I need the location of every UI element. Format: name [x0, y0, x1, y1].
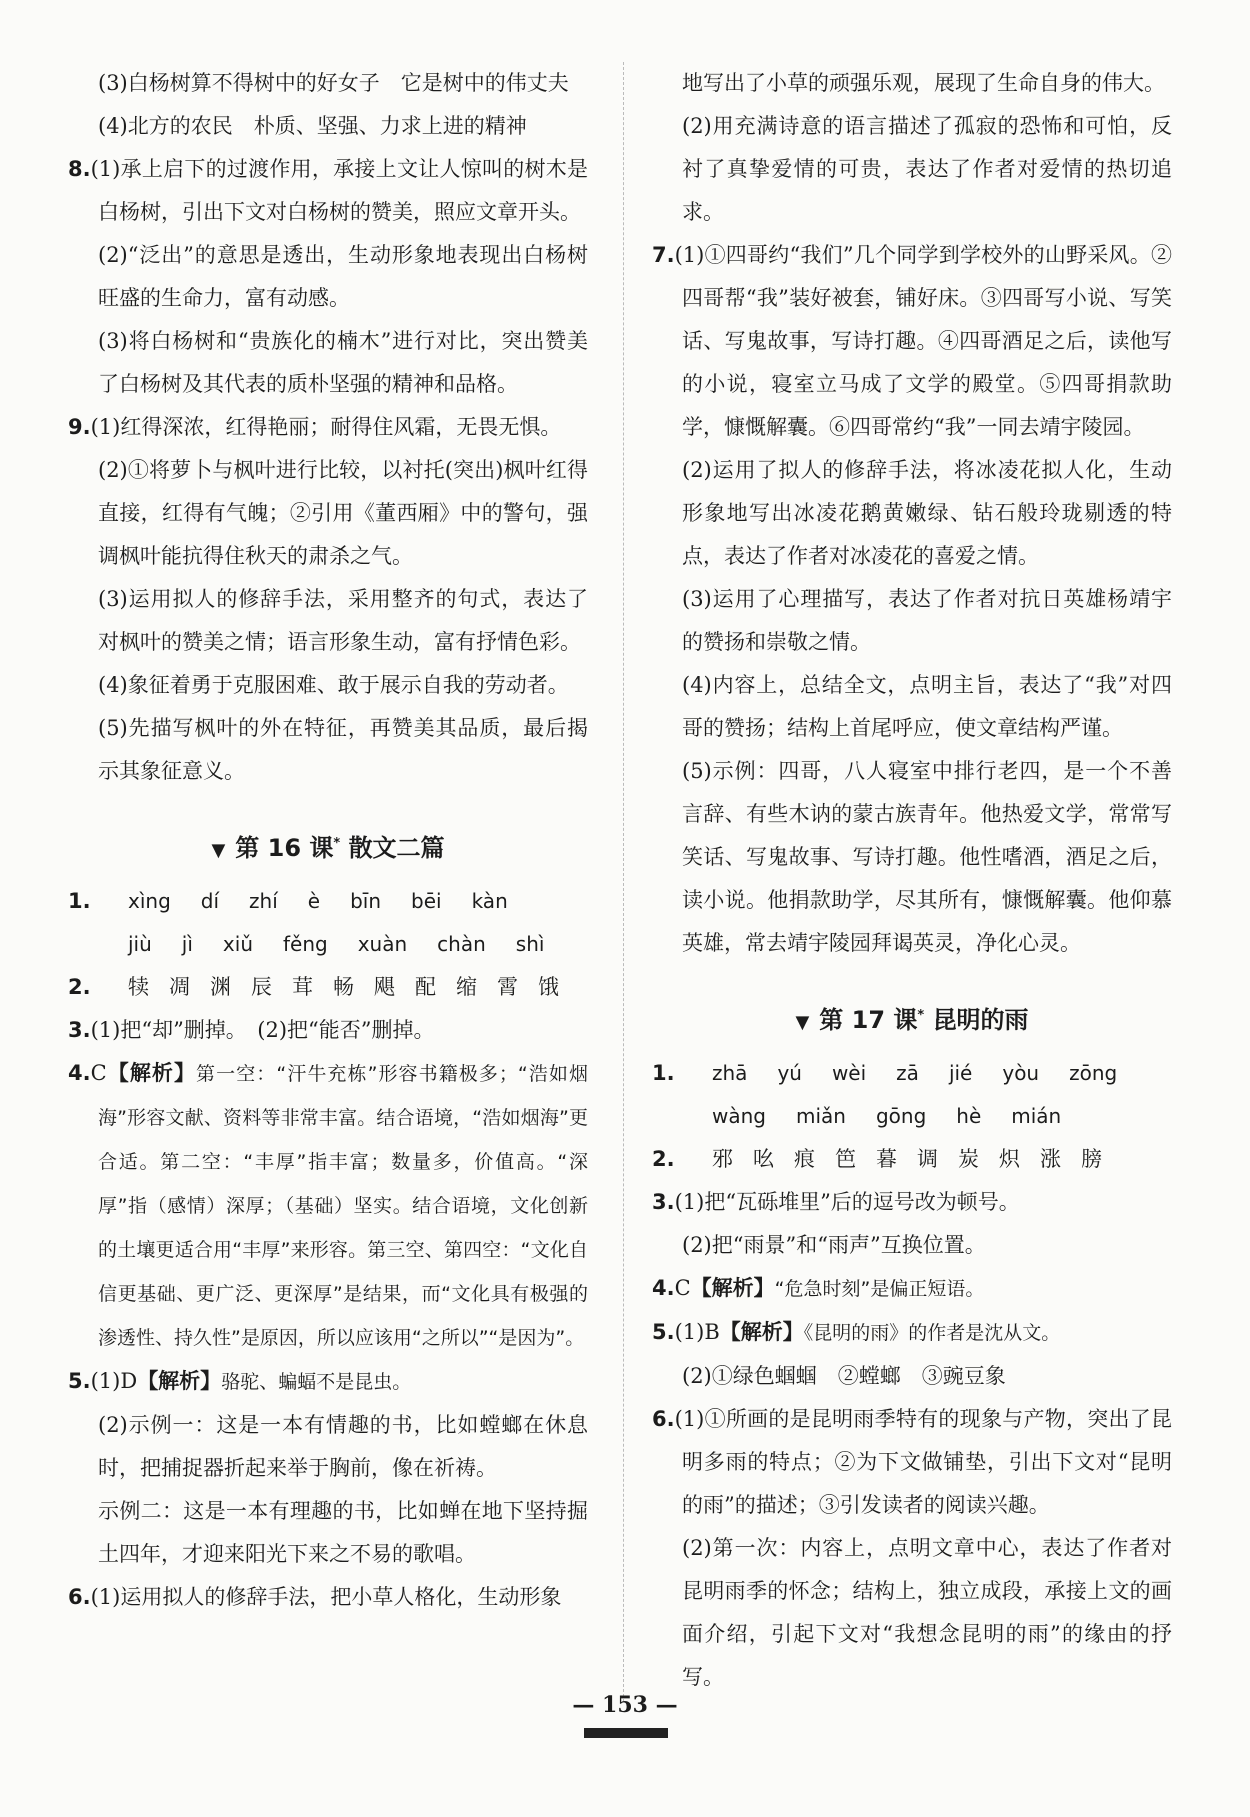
- answer-choice: C: [674, 1276, 691, 1300]
- analysis-text: 第一空：“汗牛充栋”形容书籍极多；“浩如烟海”形容文献、资料等非常丰富。结合语境，“浩如烟海”更合适。第二空：“丰厚”指丰富；数量多，价值高。“深厚”指（感情）深厚；（基础）坚实。结合语境，文化创新的土壤更适合用“丰厚”来形容。第三空、第四空：“文化自信更基础、更广泛、更深厚”是结果，而“文化具有极强的渗透性、持久性”是原因，所以应该用“之所以”“是因为”。: [98, 1063, 589, 1349]
- pinyin-syllable: xìng: [128, 889, 171, 913]
- question-number: 4.: [652, 1276, 675, 1300]
- character-list: [128, 966, 579, 1009]
- question-2: [68, 966, 588, 1009]
- pinyin-syllable: yòu: [1002, 1061, 1040, 1085]
- question-3: [68, 1009, 588, 1052]
- question-2: [652, 1138, 1172, 1181]
- answer-text: (1)把“却”删掉。 (2)把“能否”删掉。: [90, 1018, 435, 1042]
- character-item: 飓: [374, 975, 395, 999]
- analysis-tag: 【解析】: [719, 1320, 804, 1344]
- column-divider: [623, 62, 624, 1702]
- character-item: 调: [917, 1147, 938, 1171]
- character-item: 缩: [456, 975, 477, 999]
- pinyin-syllable: xuàn: [357, 932, 408, 956]
- pinyin-syllable: xiǔ: [222, 932, 253, 956]
- pinyin-syllable: gōng: [875, 1104, 927, 1128]
- answer-line: (2)运用了拟人的修辞手法，将冰凌花拟人化，生动形象地写出冰凌花鹅黄嫩绿、钻石般玲珑剔透的特点，表达了作者对冰凌花的喜爱之情。: [682, 458, 1172, 568]
- analysis-text: 《昆明的雨》的作者是沈从文。: [803, 1322, 1061, 1344]
- question-1: [68, 880, 588, 966]
- question-5: [68, 1360, 588, 1404]
- character-item: 辰: [251, 975, 272, 999]
- right-column: [652, 62, 1172, 1699]
- character-item: 凋: [169, 975, 190, 999]
- character-item: 笆: [835, 1147, 856, 1171]
- pinyin-syllable: mián: [1011, 1104, 1062, 1128]
- answer-line: (2)①绿色蝈蝈 ②螳螂 ③豌豆象: [682, 1364, 1006, 1388]
- question-number: 4.: [68, 1061, 91, 1085]
- analysis-tag: 【解析】: [690, 1276, 775, 1300]
- question-number: 7.: [652, 243, 675, 267]
- character-item: 畅: [333, 975, 354, 999]
- answer-line: 地写出了小草的顽强乐观，展现了生命自身的伟大。: [682, 71, 1165, 95]
- question-number: 2.: [652, 1147, 675, 1171]
- answer-line: (4)内容上，总结全文，点明主旨，表达了“我”对四哥的赞扬；结构上首尾呼应，使文章结构严谨。: [682, 673, 1172, 740]
- pinyin-syllable: zhā: [712, 1061, 748, 1085]
- character-item: 犊: [128, 975, 149, 999]
- question-4: [68, 1052, 588, 1360]
- question-number: 1.: [68, 889, 91, 913]
- answer-line: (2)用充满诗意的语言描述了孤寂的恐怖和可怕，反衬了真挚爱情的可贵，表达了作者对爱情的热切追求。: [682, 114, 1172, 224]
- pinyin-syllable: fěng: [283, 932, 328, 956]
- pinyin-syllable: hè: [956, 1104, 982, 1128]
- lesson-title: 散文二篇: [348, 834, 445, 862]
- character-item: 饿: [538, 975, 559, 999]
- question-number: 6.: [68, 1585, 91, 1609]
- character-item: 渊: [210, 975, 231, 999]
- answer-choice: (1)B: [674, 1320, 720, 1344]
- question-number: 1.: [652, 1061, 675, 1085]
- pinyin-syllable: è: [307, 889, 321, 913]
- question-1: [652, 1052, 1172, 1138]
- answer-line: (2)①将萝卜与枫叶进行比较，以衬托(突出)枫叶红得直接，红得有气魄；②引用《董西厢》中的警句，强调枫叶能抗得住秋天的肃杀之气。: [98, 458, 588, 568]
- question-6: [652, 1398, 1172, 1527]
- analysis-tag: 【解析】: [106, 1061, 197, 1085]
- character-item: 配: [415, 975, 436, 999]
- pinyin-syllable: jì: [181, 932, 193, 956]
- answer-line: (2)“泛出”的意思是透出，生动形象地表现出白杨树旺盛的生命力，富有动感。: [98, 243, 588, 310]
- question-number: 2.: [68, 975, 91, 999]
- character-item: 膀: [1081, 1147, 1102, 1171]
- answer-text: (1)①四哥约“我们”几个同学到学校外的山野采风。②四哥帮“我”装好被套，铺好床。③四哥写小说、写笑话、写鬼故事，写诗打趣。④四哥酒足之后，读他写的小说，寝室立马成了文学的殿堂。⑤四哥捐款助学，慷慨解囊。⑥四哥常约“我”一同去靖宇陵园。: [674, 243, 1172, 439]
- question-number: 9.: [68, 415, 91, 439]
- question-8: [68, 148, 588, 234]
- answer-choice: (1)D: [90, 1369, 138, 1393]
- character-item: 痕: [794, 1147, 815, 1171]
- answer-text: (1)运用拟人的修辞手法，把小草人格化，生动形象: [90, 1585, 562, 1609]
- character-item: 暮: [876, 1147, 897, 1171]
- lesson-number: 第 17 课: [819, 1006, 918, 1034]
- answer-line: (3)将白杨树和“贵族化的楠木”进行对比，突出赞美了白杨树及其代表的质朴坚强的精神和品格。: [98, 329, 588, 396]
- answer-line: 示例二：这是一本有理趣的书，比如蝉在地下坚持掘土四年，才迎来阳光下来之不易的歌唱。: [98, 1499, 588, 1566]
- character-item: 炽: [999, 1147, 1020, 1171]
- pinyin-syllable: dí: [200, 889, 220, 913]
- question-5: [652, 1311, 1172, 1355]
- lesson-title: 昆明的雨: [932, 1006, 1029, 1034]
- question-9: [68, 406, 588, 449]
- pinyin-syllable: bēi: [411, 889, 442, 913]
- question-number: 3.: [652, 1190, 675, 1214]
- answer-line: (3)运用拟人的修辞手法，采用整齐的句式，表达了对枫叶的赞美之情；语言形象生动，富有抒情色彩。: [98, 587, 588, 654]
- character-item: 霄: [497, 975, 518, 999]
- pinyin-syllable: jié: [948, 1061, 973, 1085]
- answer-text: (1)红得深浓，红得艳丽；耐得住风霜，无畏无惧。: [90, 415, 562, 439]
- answer-line: (3)运用了心理描写，表达了作者对抗日英雄杨靖宇的赞扬和崇敬之情。: [682, 587, 1172, 654]
- pinyin-syllable: zhí: [249, 889, 278, 913]
- pinyin-syllable: kàn: [471, 889, 508, 913]
- question-number: 6.: [652, 1407, 675, 1431]
- asterisk-icon: *: [333, 836, 341, 851]
- pinyin-syllable: zōng: [1069, 1061, 1118, 1085]
- lesson-16-heading: [68, 821, 588, 874]
- triangle-down-icon: ▼: [795, 1012, 810, 1033]
- question-4: [652, 1267, 1172, 1311]
- answer-line: (2)示例一：这是一本有情趣的书，比如螳螂在休息时，把捕捉器折起来举于胸前，像在祈祷。: [98, 1413, 588, 1480]
- answer-line: (5)示例：四哥，八人寝室中排行老四，是一个不善言辞、有些木讷的蒙古族青年。他热爱文学，常常写笑话、写鬼故事、写诗打趣。他性嗜酒，酒足之后，读小说。他捐款助学，尽其所有，慷慨解囊。他仰慕英雄，常去靖宇陵园拜谒英灵，净化心灵。: [682, 759, 1172, 955]
- pinyin-syllable: wèi: [831, 1061, 867, 1085]
- analysis-text: 骆驼、蝙蝠不是昆虫。: [221, 1371, 412, 1393]
- answer-line: (2)把“雨景”和“雨声”互换位置。: [682, 1233, 986, 1257]
- answer-line: (4)象征着勇于克服困难、敢于展示自我的劳动者。: [98, 673, 569, 697]
- answer-line: (3)白杨树算不得树中的好女子 它是树中的伟丈夫: [98, 71, 569, 95]
- analysis-text: “危急时刻”是偏正短语。: [774, 1278, 985, 1300]
- character-item: 吆: [753, 1147, 774, 1171]
- pinyin-syllable: bīn: [350, 889, 382, 913]
- character-item: 邪: [712, 1147, 733, 1171]
- left-column: [68, 62, 588, 1619]
- question-7: [652, 234, 1172, 449]
- answer-line: (5)先描写枫叶的外在特征，再赞美其品质，最后揭示其象征意义。: [98, 716, 588, 783]
- pinyin-syllable: wàng: [712, 1104, 766, 1128]
- pinyin-list: [712, 1052, 1172, 1138]
- triangle-down-icon: ▼: [211, 840, 226, 861]
- pinyin-list: [128, 880, 588, 966]
- question-6: [68, 1576, 588, 1619]
- answer-text: (1)①所画的是昆明雨季特有的现象与产物，突出了昆明多雨的特点；②为下文做铺垫，引出下文对“昆明的雨”的描述；③引发读者的阅读兴趣。: [674, 1407, 1172, 1517]
- character-list: [712, 1138, 1122, 1181]
- character-item: 炭: [958, 1147, 979, 1171]
- page-number-value: 153: [602, 1692, 648, 1718]
- pinyin-syllable: zā: [896, 1061, 919, 1085]
- page-bar: [584, 1728, 668, 1738]
- page-number: — 153 —: [572, 1692, 678, 1718]
- lesson-17-heading: [652, 993, 1172, 1046]
- analysis-tag: 【解析】: [137, 1369, 222, 1393]
- answer-line: (2)第一次：内容上，点明文章中心，表达了作者对昆明雨季的怀念；结构上，独立成段，承接上文的画面介绍，引起下文对“我想念昆明的雨”的缘由的抒写。: [682, 1536, 1172, 1689]
- pinyin-syllable: jiù: [128, 932, 152, 956]
- question-3: [652, 1181, 1172, 1224]
- question-number: 8.: [68, 157, 91, 181]
- answer-line: (4)北方的农民 朴质、坚强、力求上进的精神: [98, 114, 527, 138]
- asterisk-icon: *: [917, 1008, 925, 1023]
- character-item: 涨: [1040, 1147, 1061, 1171]
- question-number: 5.: [68, 1369, 91, 1393]
- character-item: 茸: [292, 975, 313, 999]
- pinyin-syllable: shì: [515, 932, 545, 956]
- pinyin-syllable: chàn: [437, 932, 486, 956]
- question-number: 3.: [68, 1018, 91, 1042]
- lesson-number: 第 16 课: [235, 834, 334, 862]
- answer-choice: C: [90, 1061, 107, 1085]
- question-number: 5.: [652, 1320, 675, 1344]
- answer-text: (1)把“瓦砾堆里”后的逗号改为顿号。: [674, 1190, 1020, 1214]
- pinyin-syllable: yú: [777, 1061, 802, 1085]
- answer-text: (1)承上启下的过渡作用，承接上文让人惊叫的树木是白杨树，引出下文对白杨树的赞美，照应文章开头。: [90, 157, 588, 224]
- pinyin-syllable: miǎn: [795, 1104, 846, 1128]
